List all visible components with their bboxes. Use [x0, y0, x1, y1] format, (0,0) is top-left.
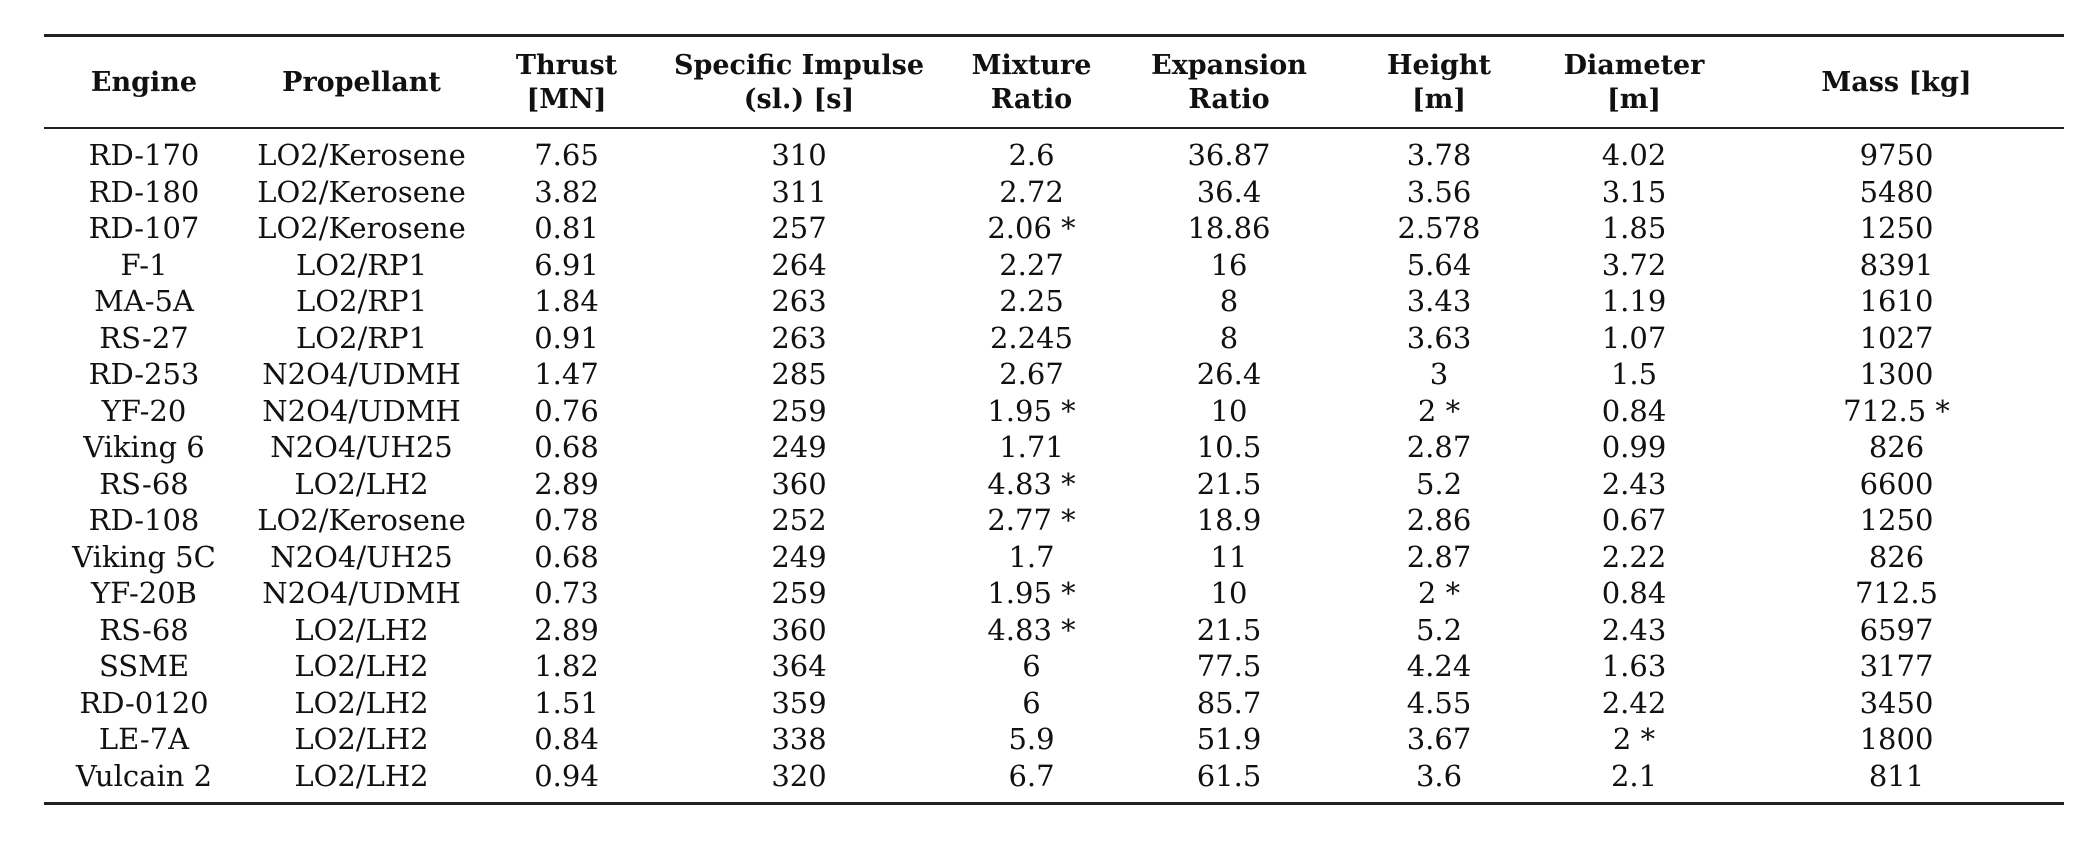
cell-height: 3.67 [1406, 722, 1472, 756]
cell-diameter: 1.85 [1601, 211, 1667, 245]
table-row [44, 648, 2064, 685]
cell-propellant: LO2/Kerosene [257, 138, 466, 172]
cell-height: 3.63 [1406, 320, 1472, 355]
cell-expansion-ratio: 16 [1210, 247, 1248, 282]
cell-expansion-ratio: 85.7 [1196, 685, 1262, 720]
table-row [44, 393, 2064, 430]
cell-mixture-ratio: 2.72 [999, 174, 1064, 209]
cell-engine: Viking 6 [83, 430, 205, 464]
cell-mixture-ratio: 2.6 [1008, 138, 1055, 172]
cell-diameter: 2.43 [1601, 612, 1667, 647]
cell-specific-impulse: 259 [771, 576, 827, 610]
cell-expansion-ratio: 26.4 [1196, 357, 1262, 391]
cell-diameter: 1.63 [1601, 649, 1667, 683]
cell-height: 3.56 [1406, 174, 1472, 209]
table-header [44, 36, 2064, 129]
cell-height: 2 * [1417, 393, 1461, 428]
cell-height: 3 [1429, 357, 1449, 391]
cell-expansion-ratio: 10 [1210, 393, 1248, 428]
cell-propellant: LO2/LH2 [294, 612, 429, 647]
cell-expansion-ratio: 11 [1210, 539, 1248, 574]
table-row [44, 210, 2064, 247]
column-header-thrust [479, 36, 654, 129]
cell-engine: RD-180 [88, 174, 200, 209]
cell-specific-impulse: 264 [771, 247, 827, 282]
column-header-height [1339, 36, 1539, 129]
column-header-line: Engine [90, 67, 198, 98]
column-header-line: Diameter [1563, 50, 1705, 81]
cell-propellant: LO2/RP1 [295, 247, 428, 282]
cell-propellant: N2O4/UDMH [262, 576, 461, 610]
cell-specific-impulse: 259 [771, 393, 827, 428]
column-header-line: [m] [1606, 84, 1662, 115]
cell-diameter: 2.1 [1610, 758, 1658, 793]
cell-height: 2.87 [1406, 430, 1472, 464]
cell-specific-impulse: 320 [771, 758, 827, 793]
cell-specific-impulse: 263 [771, 284, 827, 318]
cell-thrust: 0.76 [534, 393, 599, 428]
cell-diameter: 0.67 [1601, 503, 1667, 537]
cell-propellant: LO2/Kerosene [257, 174, 466, 209]
engine-data-table [44, 34, 2064, 805]
cell-expansion-ratio: 36.87 [1187, 138, 1271, 172]
cell-mass: 6597 [1859, 612, 1934, 647]
cell-mixture-ratio: 6 [1022, 685, 1041, 720]
cell-specific-impulse: 338 [771, 722, 827, 756]
cell-mixture-ratio: 2.27 [999, 247, 1064, 282]
cell-mixture-ratio: 4.83 * [987, 466, 1076, 501]
cell-expansion-ratio: 10.5 [1196, 430, 1262, 464]
cell-diameter: 3.15 [1601, 174, 1667, 209]
cell-diameter: 0.84 [1601, 393, 1667, 428]
cell-mixture-ratio: 1.71 [999, 430, 1064, 464]
cell-height: 3.78 [1406, 138, 1472, 172]
cell-specific-impulse: 257 [771, 211, 827, 245]
cell-diameter: 1.5 [1610, 357, 1658, 391]
cell-specific-impulse: 360 [771, 466, 827, 501]
table-row [44, 758, 2064, 804]
cell-expansion-ratio: 61.5 [1196, 758, 1262, 793]
column-header-line: [MN] [526, 84, 607, 115]
cell-expansion-ratio: 8 [1219, 320, 1239, 355]
column-header-line: Mass [kg] [1821, 67, 1972, 98]
cell-specific-impulse: 285 [771, 357, 827, 391]
cell-mass: 1250 [1859, 211, 1934, 245]
cell-expansion-ratio: 8 [1219, 284, 1239, 318]
cell-specific-impulse: 249 [771, 539, 827, 574]
cell-mixture-ratio: 2.67 [999, 357, 1064, 391]
column-header-line: Ratio [1188, 84, 1270, 115]
cell-mixture-ratio: 1.95 * [987, 576, 1076, 610]
cell-propellant: LO2/RP1 [295, 284, 428, 318]
cell-height: 3.6 [1415, 758, 1463, 793]
cell-specific-impulse: 364 [771, 649, 827, 683]
cell-thrust: 0.81 [534, 211, 599, 245]
cell-engine: YF-20 [101, 393, 187, 428]
cell-diameter: 2.22 [1601, 539, 1667, 574]
engine-table-container [44, 34, 2064, 805]
column-header-propellant [244, 36, 479, 129]
cell-mass: 3177 [1859, 649, 1934, 683]
cell-expansion-ratio: 18.9 [1196, 503, 1262, 537]
cell-mass: 1300 [1859, 357, 1934, 391]
cell-engine: F-1 [120, 247, 168, 282]
cell-engine: RD-0120 [79, 685, 209, 720]
cell-mass: 712.5 [1854, 576, 1939, 610]
cell-engine: MA-5A [94, 284, 194, 318]
cell-expansion-ratio: 21.5 [1196, 612, 1262, 647]
cell-mass: 1610 [1859, 284, 1934, 318]
cell-engine: SSME [98, 649, 190, 683]
column-header-specific-impulse [654, 36, 944, 129]
column-header-line: (sl.) [s] [743, 84, 855, 115]
column-header-mixture-ratio [944, 36, 1119, 129]
cell-mixture-ratio: 1.95 * [987, 393, 1076, 428]
cell-mass: 8391 [1859, 247, 1934, 282]
cell-specific-impulse: 311 [771, 174, 827, 209]
cell-specific-impulse: 249 [771, 430, 827, 464]
column-header-line: [m] [1411, 84, 1467, 115]
cell-diameter: 3.72 [1601, 247, 1667, 282]
cell-engine: Vulcain 2 [75, 758, 213, 793]
cell-mass: 826 [1868, 430, 1925, 464]
cell-diameter: 2 * [1612, 722, 1656, 756]
table-row [44, 247, 2064, 284]
cell-propellant: LO2/LH2 [294, 466, 429, 501]
cell-thrust: 0.68 [534, 430, 599, 464]
cell-diameter: 0.84 [1601, 576, 1667, 610]
cell-propellant: N2O4/UDMH [262, 357, 461, 391]
cell-propellant: N2O4/UH25 [270, 430, 453, 464]
cell-mixture-ratio: 2.06 * [987, 211, 1076, 245]
cell-diameter: 1.07 [1601, 320, 1667, 355]
cell-thrust: 0.84 [534, 722, 599, 756]
cell-thrust: 0.68 [534, 539, 599, 574]
cell-mass: 6600 [1859, 466, 1934, 501]
cell-thrust: 2.89 [534, 466, 599, 501]
cell-thrust: 1.84 [534, 284, 599, 318]
cell-height: 2.87 [1406, 539, 1472, 574]
cell-specific-impulse: 252 [771, 503, 827, 537]
cell-height: 3.43 [1406, 284, 1472, 318]
cell-mass: 3450 [1859, 685, 1934, 720]
cell-thrust: 0.94 [534, 758, 599, 793]
cell-specific-impulse: 263 [771, 320, 827, 355]
cell-expansion-ratio: 18.86 [1187, 211, 1271, 245]
table-row [44, 721, 2064, 758]
cell-mass: 1027 [1859, 320, 1934, 355]
column-header-diameter [1539, 36, 1729, 129]
table-row [44, 429, 2064, 466]
table-row [44, 128, 2064, 174]
cell-thrust: 6.91 [534, 247, 599, 282]
cell-engine: RD-170 [88, 138, 200, 172]
cell-engine: RD-108 [88, 503, 200, 537]
cell-thrust: 0.91 [534, 320, 599, 355]
cell-mass: 1250 [1859, 503, 1934, 537]
cell-mixture-ratio: 2.25 [999, 284, 1064, 318]
cell-height: 5.64 [1406, 247, 1472, 282]
cell-thrust: 0.78 [534, 503, 599, 537]
table-row [44, 356, 2064, 393]
cell-height: 5.2 [1415, 466, 1463, 501]
cell-mass: 9750 [1859, 138, 1934, 172]
header-row [44, 36, 2064, 129]
cell-engine: RS-68 [99, 466, 189, 501]
cell-mass: 811 [1868, 758, 1925, 793]
cell-mixture-ratio: 6.7 [1008, 758, 1055, 793]
cell-mass: 1800 [1859, 722, 1934, 756]
cell-height: 4.55 [1406, 685, 1472, 720]
table-body [44, 128, 2064, 804]
cell-diameter: 1.19 [1601, 284, 1667, 318]
cell-engine: RS-68 [99, 612, 189, 647]
cell-height: 2.578 [1397, 211, 1481, 245]
table-row [44, 539, 2064, 576]
cell-expansion-ratio: 10 [1210, 576, 1248, 610]
table-row [44, 612, 2064, 649]
cell-propellant: N2O4/UH25 [270, 539, 453, 574]
cell-engine: RD-253 [88, 357, 200, 391]
cell-propellant: LO2/RP1 [295, 320, 428, 355]
cell-mixture-ratio: 4.83 * [987, 612, 1076, 647]
cell-thrust: 7.65 [534, 138, 599, 172]
column-header-expansion-ratio [1119, 36, 1339, 129]
column-header-line: Specific Impulse [673, 50, 925, 81]
cell-thrust: 1.51 [534, 685, 599, 720]
cell-propellant: LO2/LH2 [294, 685, 429, 720]
cell-height: 2.86 [1406, 503, 1472, 537]
column-header-line: Ratio [990, 84, 1073, 115]
cell-propellant: LO2/LH2 [294, 758, 429, 793]
table-row [44, 502, 2064, 539]
cell-expansion-ratio: 51.9 [1196, 722, 1262, 756]
cell-engine: RD-107 [88, 211, 200, 245]
cell-diameter: 4.02 [1601, 138, 1667, 172]
column-header-engine [44, 36, 244, 129]
cell-mixture-ratio: 2.245 [989, 320, 1074, 355]
cell-diameter: 2.42 [1601, 685, 1667, 720]
column-header-line: Expansion [1151, 50, 1307, 81]
cell-propellant: LO2/LH2 [294, 649, 429, 683]
cell-height: 2 * [1417, 576, 1461, 610]
cell-expansion-ratio: 77.5 [1196, 649, 1262, 683]
cell-specific-impulse: 360 [771, 612, 827, 647]
cell-propellant: LO2/Kerosene [257, 211, 466, 245]
cell-expansion-ratio: 36.4 [1196, 174, 1262, 209]
table-row [44, 575, 2064, 612]
cell-propellant: LO2/Kerosene [257, 503, 466, 537]
cell-height: 4.24 [1406, 649, 1472, 683]
cell-mixture-ratio: 2.77 * [987, 503, 1076, 537]
cell-diameter: 0.99 [1601, 430, 1667, 464]
cell-mixture-ratio: 6 [1022, 649, 1041, 683]
cell-engine: YF-20B [91, 576, 197, 610]
cell-engine: Viking 5C [72, 539, 216, 574]
table-row [44, 283, 2064, 320]
column-header-line: Height [1387, 50, 1491, 81]
cell-mass: 5480 [1859, 174, 1934, 209]
cell-expansion-ratio: 21.5 [1196, 466, 1262, 501]
column-header-line: Mixture [971, 50, 1092, 81]
table-row [44, 685, 2064, 722]
cell-specific-impulse: 310 [771, 138, 827, 172]
cell-thrust: 0.73 [534, 576, 599, 610]
cell-diameter: 2.43 [1601, 466, 1667, 501]
cell-engine: RS-27 [99, 320, 189, 355]
table-row [44, 320, 2064, 357]
cell-engine: LE-7A [98, 722, 190, 756]
cell-mixture-ratio: 1.7 [1008, 539, 1055, 574]
cell-mixture-ratio: 5.9 [1008, 722, 1055, 756]
cell-propellant: LO2/LH2 [294, 722, 429, 756]
cell-thrust: 2.89 [534, 612, 599, 647]
cell-mass: 826 [1868, 539, 1925, 574]
table-row [44, 466, 2064, 503]
cell-thrust: 1.82 [534, 649, 599, 683]
cell-specific-impulse: 359 [771, 685, 827, 720]
cell-propellant: N2O4/UDMH [262, 393, 461, 428]
table-row [44, 174, 2064, 211]
cell-thrust: 1.47 [534, 357, 599, 391]
cell-height: 5.2 [1415, 612, 1463, 647]
column-header-line: Thrust [515, 50, 618, 81]
cell-thrust: 3.82 [534, 174, 599, 209]
column-header-line: Propellant [282, 67, 441, 98]
cell-mass: 712.5 * [1843, 393, 1950, 428]
column-header-mass [1729, 36, 2064, 129]
